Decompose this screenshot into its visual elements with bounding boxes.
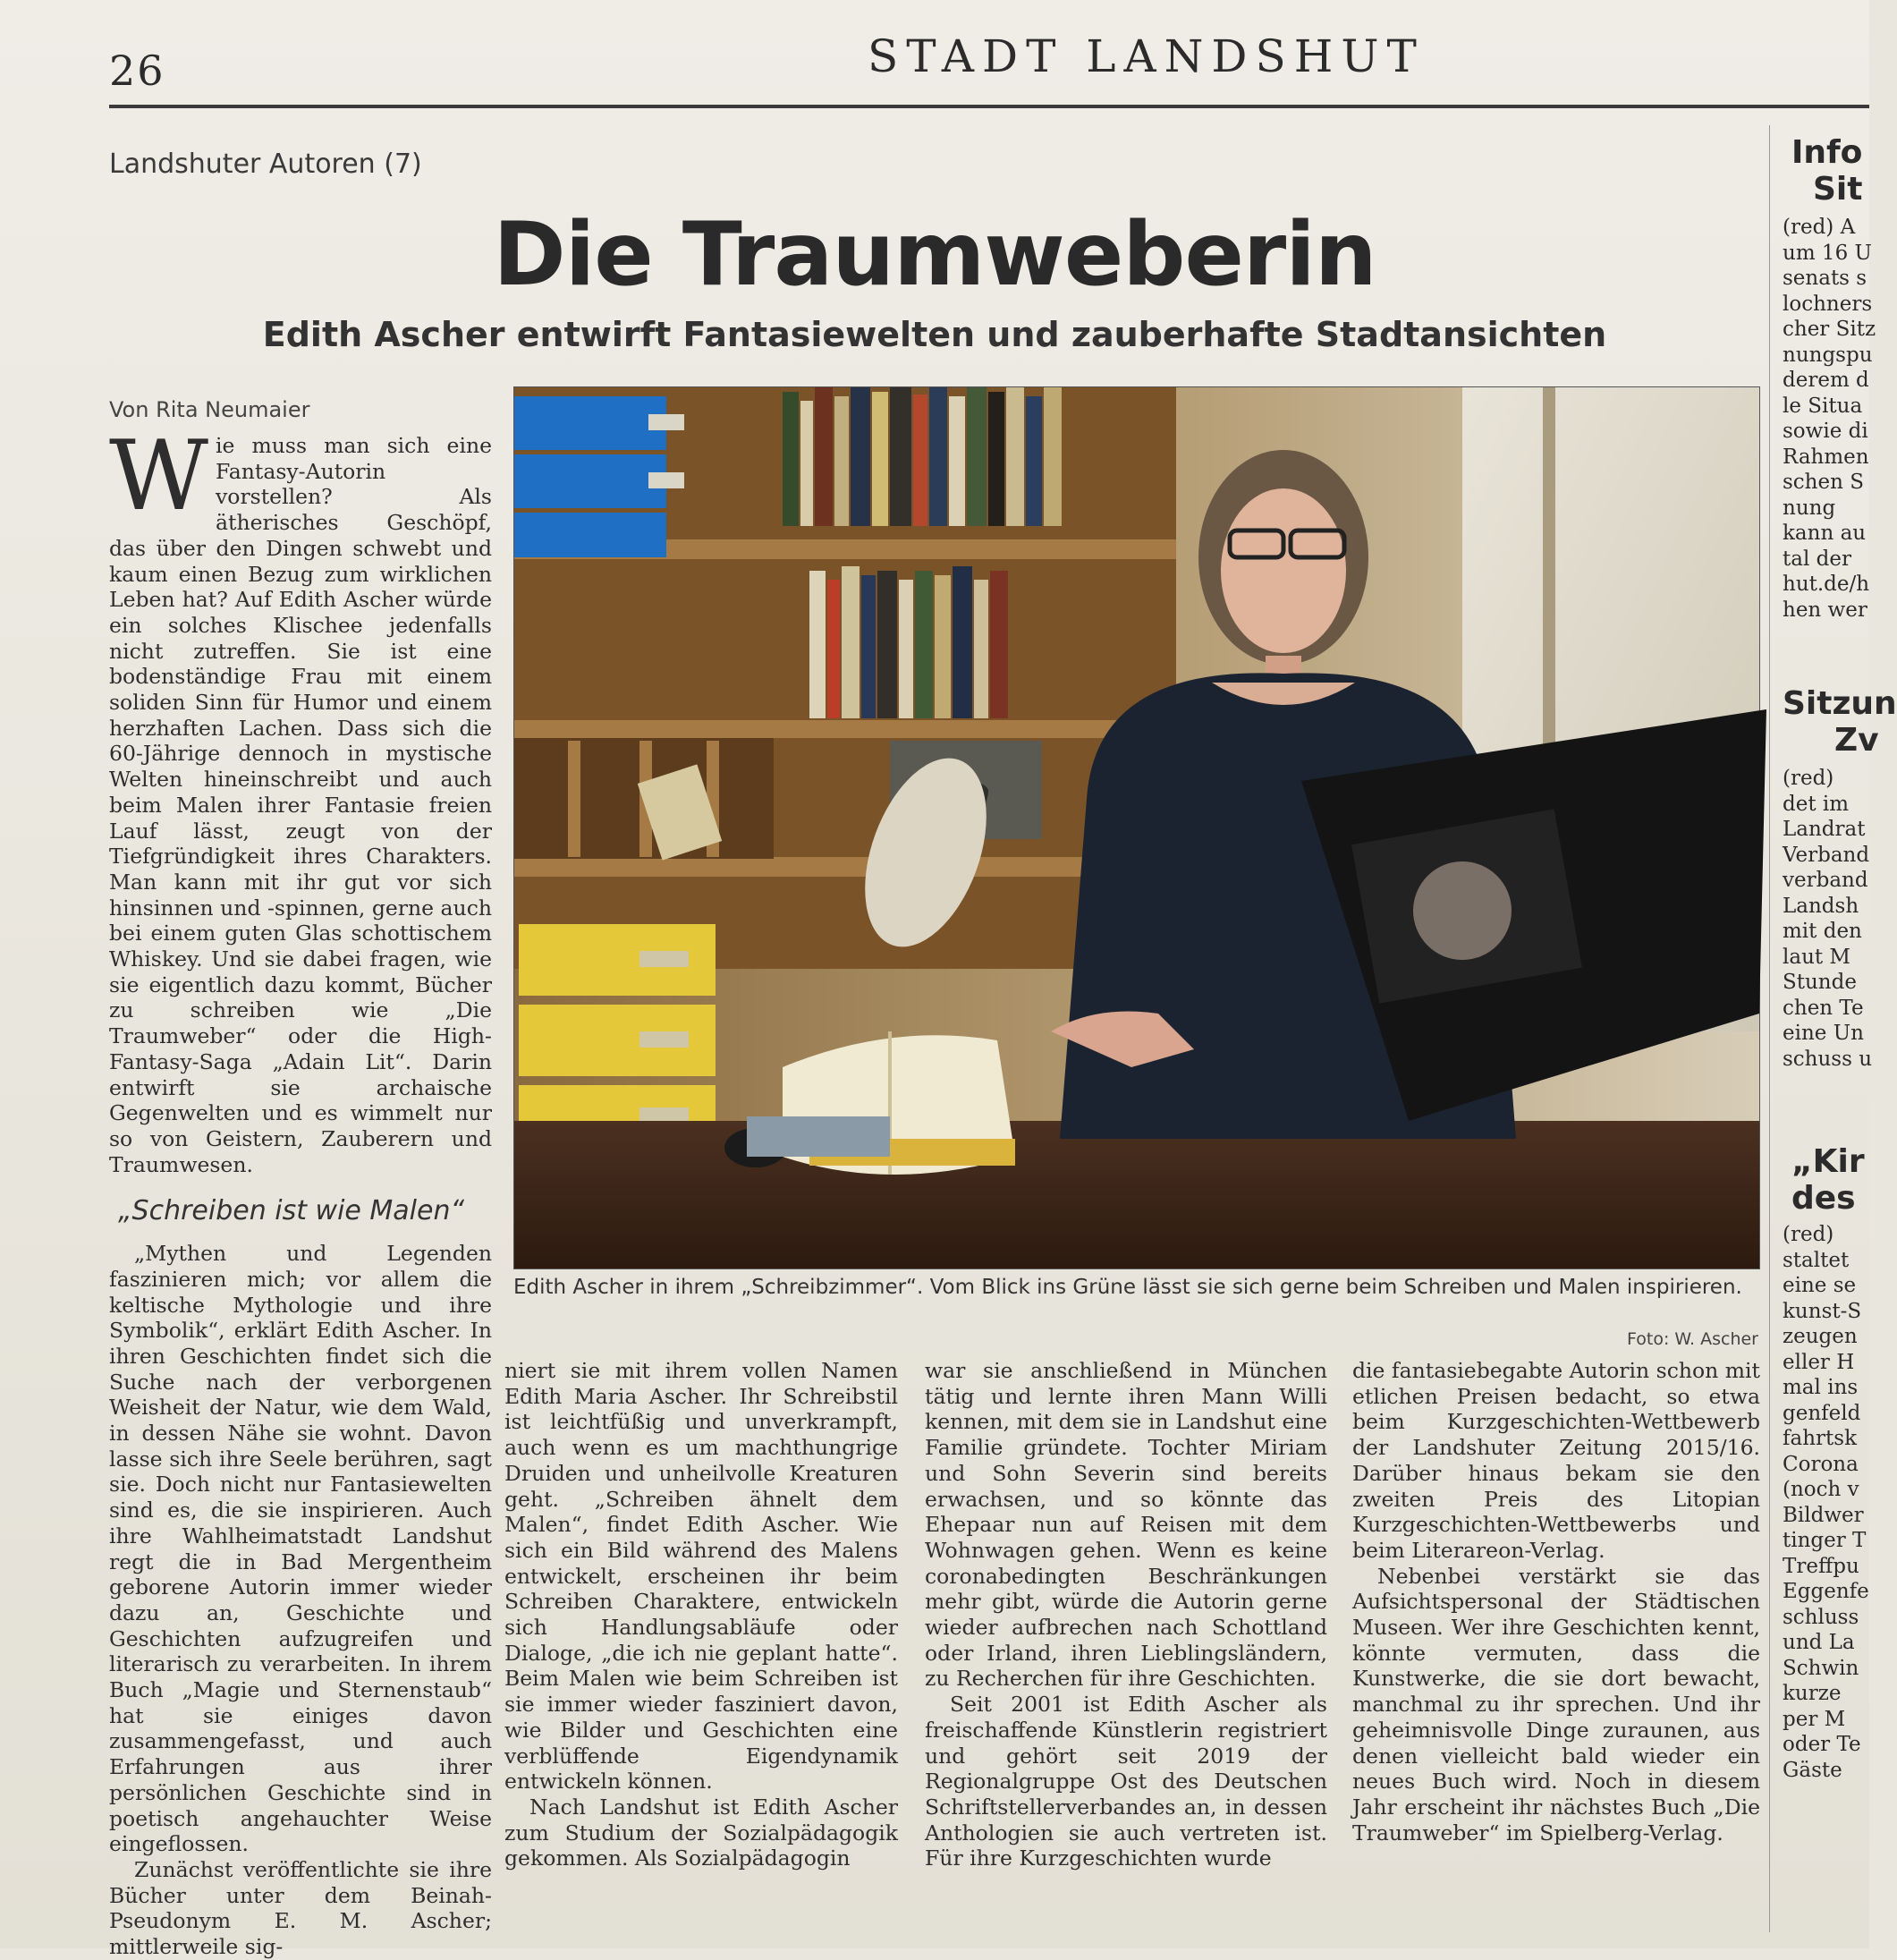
sidebar-text [1775,1222,1869,1783]
sidebar-text-line: Schwin [1783,1656,1859,1680]
photo-credit: Foto: W. Ascher [1627,1329,1758,1349]
paragraph [109,420,492,1177]
sidebar-text-line: Gäste [1783,1758,1842,1782]
sidebar-headline: des [1791,1180,1856,1217]
sidebar-headline: Zv [1834,722,1879,759]
sidebar-text-line: Rahmen [1783,445,1869,469]
paragraph: Zunächst veröffentlichte sie ihre Bücher unter dem Beinah-Pseudonym E. M. Ascher; mittlerweile sig- [109,1856,492,1960]
section-title: STADT LANDSHUT [868,30,1425,82]
sidebar-text-line: zeugen [1783,1325,1858,1348]
sidebar-text-line: eller H [1783,1350,1855,1374]
sidebar-text-line: Bildwer [1783,1503,1864,1527]
sidebar-text-line: Stunde [1783,971,1857,994]
sidebar-text-line: kurze [1783,1682,1842,1705]
column-divider [1769,125,1770,1932]
photo-writer-at-desk [514,387,1759,1268]
sidebar-text-line: per M [1783,1707,1846,1731]
sidebar-text-line: hut.de/h [1783,573,1870,596]
sidebar-text-line: Verband [1783,843,1870,867]
sidebar-text-line: (red) [1783,1223,1834,1246]
sidebar-text-line: schen S [1783,471,1864,494]
byline: Von Rita Neumaier [109,397,310,422]
paragraph: die fantasiebegabte Autorin schon mit etlichen Preisen bedacht, so etwa beim Kurzgeschichten-Wettbewerb der Landshuter Zeitung 2015/16. Darüber hinaus bekam sie den zweiten Preis des Litopian Kurzgeschichten-Wettbewerbs und beim Literareon-Verlag. [1352,1358,1760,1563]
sidebar-text-line: kann au [1783,522,1867,545]
headline: Die Traumweberin [493,204,1376,306]
sidebar-text-line: senats s [1783,267,1867,290]
sidebar-text-line: genfeld [1783,1401,1861,1425]
sidebar-headline: „Kir [1791,1143,1865,1180]
paragraph: war sie anschließend in München tätig und lernte ihren Mann Willi kennen, mit dem sie in Landshut eine Familie gründete. Tochter Miriam und Sohn Severin sind bereits erwachsen, und so könnte das Ehepaar nun auf Reisen mit dem Wohnwagen gehen. Wenn es keine coronabedingten Beschränkungen mehr gibt, würde die Autorin gerne wieder aufbrechen nach Schottland oder Irland, ihren Lieblingsländern, zu Recherchen für ihre Geschichten. [925,1358,1327,1692]
paragraph: Nebenbei verstärkt sie das Aufsichtspersonal der Städtischen Museen. Wer ihre Geschichten kennt, könnte vermuten, dass die Kunstwerke, die sie dort bewacht, manchmal zu ihr sprechen. Und ihr geheimnisvolle Dinge zuraunen, aus denen vielleicht bald wieder ein neues Buch wird. Noch in diesem Jahr erscheint ihr nächstes Buch „Die Traumweber“ im Spielberg-Verlag. [1352,1563,1760,1845]
paragraph: „Mythen und Legenden faszinieren mich; vor allem die keltische Mythologie und ihre Symbolik“, erklärt Edith Ascher. In ihren Geschichten findet sich die Suche nach der verborgenen Weisheit der Natur, wie dem Wald, in dessen Nähe sie wohnt. Davon lasse sich ihre Seele berühren, sagt sie. Doch nicht nur Fantasiewelten sind es, die sie inspirieren. Auch ihre Wahlheimatstadt Landshut regt die in Bad Mergentheim geborene Autorin immer wieder dazu an, Geschichte und Geschichten aufzugreifen und literarisch zu verarbeiten. In ihrem Buch „Magie und Sternenstaub“ hat sie einiges davon zusammengefasst, und auch Erfahrungen aus ihrer persönlichen Geschichte sind in poetisch angehauchter Weise eingeflossen. [109,1241,492,1857]
article-column-1 [109,420,492,1960]
article-column-3 [925,1358,1327,1871]
sidebar-text-line: um 16 U [1783,241,1872,265]
sidebar-headline: Info [1791,134,1863,171]
sidebar-text-line: Landrat [1783,818,1866,841]
sidebar-text [1775,215,1876,623]
sidebar-text-line: und La [1783,1631,1855,1654]
paragraph: Nach Landshut ist Edith Ascher zum Studium der Sozialpädagogik gekommen. Als Sozialpädagogin [504,1794,898,1871]
page-number: 26 [109,47,165,95]
sidebar-text-line: schuss u [1783,1047,1873,1071]
article-column-2 [504,1358,898,1871]
sidebar-text-line: cher Sitz [1783,318,1876,341]
photo-caption: Edith Ascher in ihrem „Schreibzimmer“. Vom Blick ins Grüne lässt sie sich gerne beim Schreiben und Malen inspirieren. [513,1276,1742,1299]
sidebar-text-line: mal ins [1783,1376,1859,1399]
sidebar-text-line: laut M [1783,945,1850,969]
sidebar-text-line: (red) [1783,767,1834,790]
sidebar-text-line: nung [1783,496,1836,520]
sidebar-text-line: derem d [1783,369,1869,392]
sidebar-articles [1775,125,1897,1950]
drop-cap: W [109,420,209,532]
intertitle: „Schreiben ist wie Malen“ [118,1195,465,1227]
sidebar-text-line: (red) A [1783,216,1856,239]
paragraph: niert sie mit ihrem vollen Namen Edith Maria Ascher. Ihr Schreibstil ist leichtfüßig und unverkrampft, auch wenn es um machthungrige Druiden und unheilvolle Kreaturen geht. „Schreiben ähnelt dem Malen“, findet Edith Ascher. Wie sich ein Bild während des Malens entwickelt, erscheinen ihr beim Schreiben Charaktere, entwickeln sich Handlungsabläufe oder Dialoge, „die ich nie geplant hatte“. Beim Malen wie beim Schreiben ist sie immer wieder fasziniert davon, wie Bilder und Geschichten eine verblüffende Eigendynamik entwickeln können. [504,1358,898,1795]
sidebar-headline: Sitzun [1783,685,1897,722]
sidebar-text-line: oder Te [1783,1733,1861,1756]
sidebar-text-line: eine Un [1783,1022,1864,1045]
sidebar-text-line: le Situa [1783,394,1863,418]
sidebar-text-line: Eggenfe [1783,1580,1869,1603]
sidebar-text [1775,766,1873,1072]
sidebar-text-line: verband [1783,869,1868,892]
article-photo [513,386,1760,1269]
sidebar-text-line: Landsh [1783,894,1859,918]
sidebar-headline: Sit [1813,171,1863,208]
series-label: Landshuter Autoren (7) [109,148,422,180]
sidebar-text-line: schluss [1783,1605,1859,1629]
sidebar-text-line: tal der [1783,547,1851,571]
article-column-4 [1352,1358,1760,1845]
paragraph-text: ie muss man sich eine Fantasy-Autorin vorstellen? Als ätherisches Geschöpf, das über den Dingen schwebt und kaum einen Bezug zum wirklichen Leben hat? Auf Edith Ascher würde ein solches Klischee jedenfalls nicht zutreffen. Sie ist eine bodenständige Frau mit einem soliden Sinn für Humor und einem herzhaften Lachen. Dass sich die 60-Jährige dennoch in mystische Welten hineinschreibt und auch beim Malen ihrer Fantasie freien Lauf lässt, zeugt von der Tiefgründigkeit ihres Charakters. Man kann mit ihr gut vor sich hinsinnen und -spinnen, gerne auch bei einem guten Glas schottischem Whiskey. Und sie dabei fragen, wie sie eigentlich dazu kommt, Bücher zu schreiben wie „Die Traumweber“ oder die High-Fantasy-Saga „Adain Lit“. Darin entwirft sie archaische Gegenwelten und es wimmelt nur so von Geistern, Zauberern und Traumwesen. [109,433,492,1177]
sidebar-text-line: kunst-S [1783,1299,1862,1323]
sidebar-text-line: nungspu [1783,343,1873,367]
subheadline: Edith Ascher entwirft Fantasiewelten und zauberhafte Stadtansichten [262,315,1607,354]
sidebar-text-line: Treffpu [1783,1554,1859,1578]
sidebar-text-line: hen wer [1783,598,1867,622]
sidebar-text-line: tinger T [1783,1529,1867,1552]
sidebar-text-line: mit den [1783,920,1862,943]
sidebar-text-line: det im [1783,792,1850,816]
sidebar-text-line: lochners [1783,292,1873,316]
sidebar-text-line: fahrtsk [1783,1427,1858,1450]
paragraph: Seit 2001 ist Edith Ascher als freischaffende Künstlerin registriert und gehört seit 2019 der Regionalgruppe Ost des Deutschen Schriftstellerverbandes an, in dessen Anthologien sie auch vertreten ist. Für ihre Kurzgeschichten wurde [925,1692,1327,1871]
sidebar-text-line: eine se [1783,1274,1857,1297]
header-rule [109,105,1869,108]
sidebar-text-line: sowie di [1783,420,1868,443]
sidebar-text-line: (noch v [1783,1478,1859,1501]
sidebar-text-line: Corona [1783,1452,1859,1476]
sidebar-text-line: chen Te [1783,996,1864,1020]
sidebar-text-line: staltet [1783,1248,1850,1272]
